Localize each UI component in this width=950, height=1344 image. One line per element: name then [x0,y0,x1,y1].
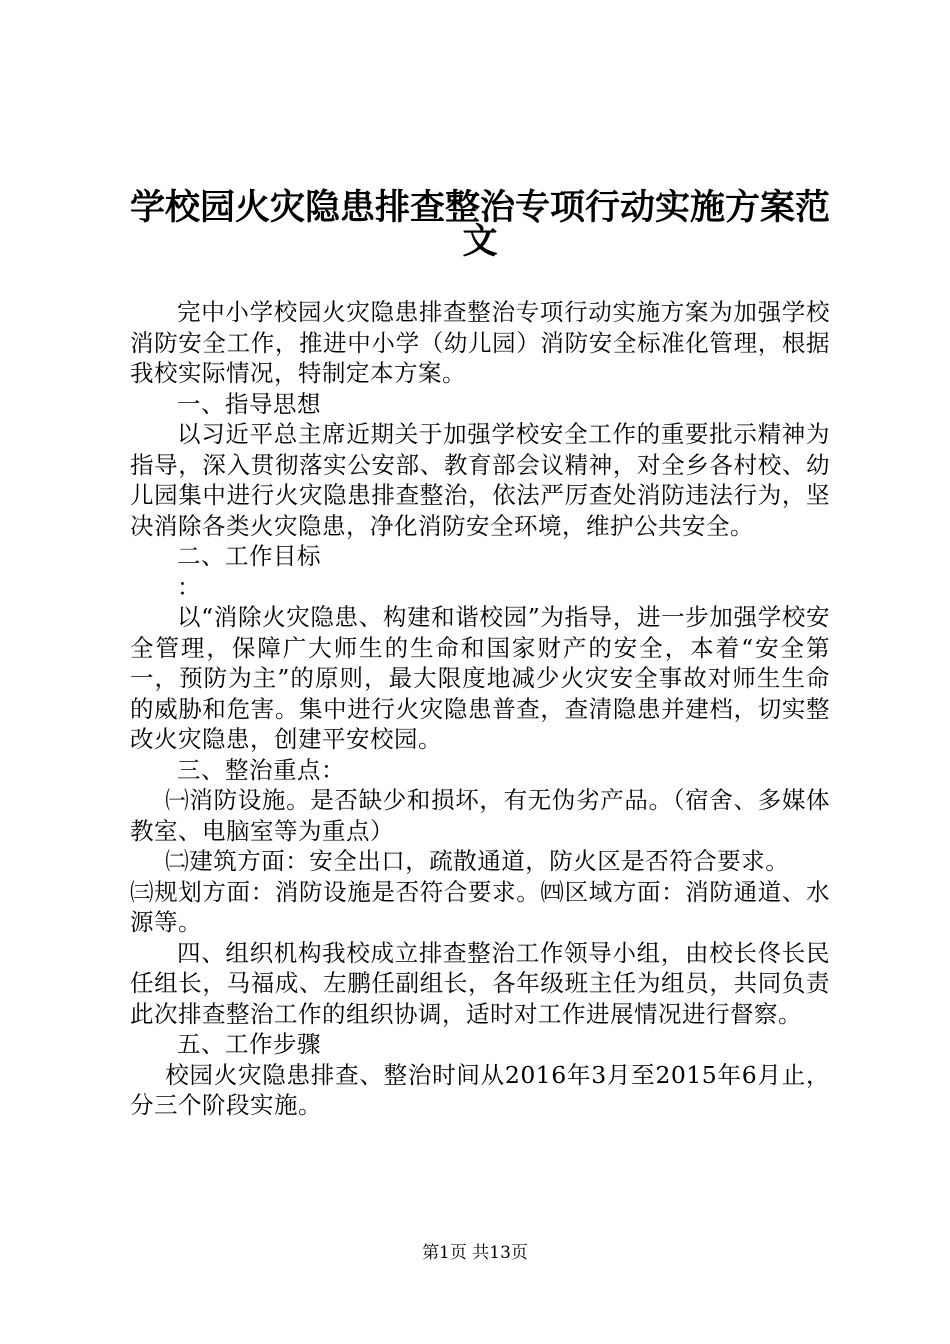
section-heading-guiding-thought: 一、指导思想 [177,389,321,418]
document-title-line2: 文 [462,222,498,262]
page-footer: 第1页 共13页 [422,1243,528,1263]
section-heading-key-points: 三、整治重点： [177,755,345,784]
paragraph-intro: 完中小学校园火灾隐患排查整治专项行动实施方案为加强学校消防安全工作，推进中小学（幼儿园）消防安全标准化管理，根据我校实际情况，特制定本方案。 [130,298,830,387]
document-title-line1: 学校园火灾隐患排查整治专项行动实施方案范 [129,188,830,228]
paragraph-organization: 四、组织机构我校成立排查整治工作领导小组，由校长佟长民任组长，马福成、左鹏任副组长，各年级班主任为组员，共同负责此次排查整治工作的组织协调，适时对工作进展情况进行督察。 [130,938,830,1028]
section-heading-work-goals: 二、工作目标 [177,542,321,570]
paragraph-guiding-thought: 以习近平总主席近期关于加强学校安全工作的重要批示精神为指导，深入贯彻落实公安部、教育部会议精神，对全乡各村校、幼儿园集中进行火灾隐患排查整治，依法严厉查处消防违法行为，坚决消除各类火灾隐患，净化消防安全环境，维护公共安全。 [130,420,830,540]
paragraph-work-steps: 校园火灾隐患排查、整治时间从2016年3月至2015年6月止，分三个阶段实施。 [130,1060,830,1119]
list-item-planning-area: ㈢规划方面：消防设施是否符合要求。㈣区域方面：消防通道、水源等。 [130,877,830,936]
section-heading-work-steps: 五、工作步骤 [177,1030,321,1058]
paragraph-work-goals: 以“消除火灾隐患、构建和谐校园”为指导，进一步加强学校安全管理，保障广大师生的生命和国家财产的安全，本着“安全第一，预防为主”的原则，最大限度地减少火灾安全事故对师生生命的威胁和危害。集中进行火灾隐患普查，查清隐患并建档，切实整改火灾隐患，创建平安校园。 [130,603,830,753]
list-item-building: ㈡建筑方面：安全出口，疏散通道，防火区是否符合要求。 [165,847,790,875]
list-item-fire-facilities: ㈠消防设施。是否缺少和损坏，有无伪劣产品。（宿舍、多媒体教室、电脑室等为重点） [130,786,830,845]
paragraph-colon: ： [177,572,201,601]
document-body [130,297,830,1121]
